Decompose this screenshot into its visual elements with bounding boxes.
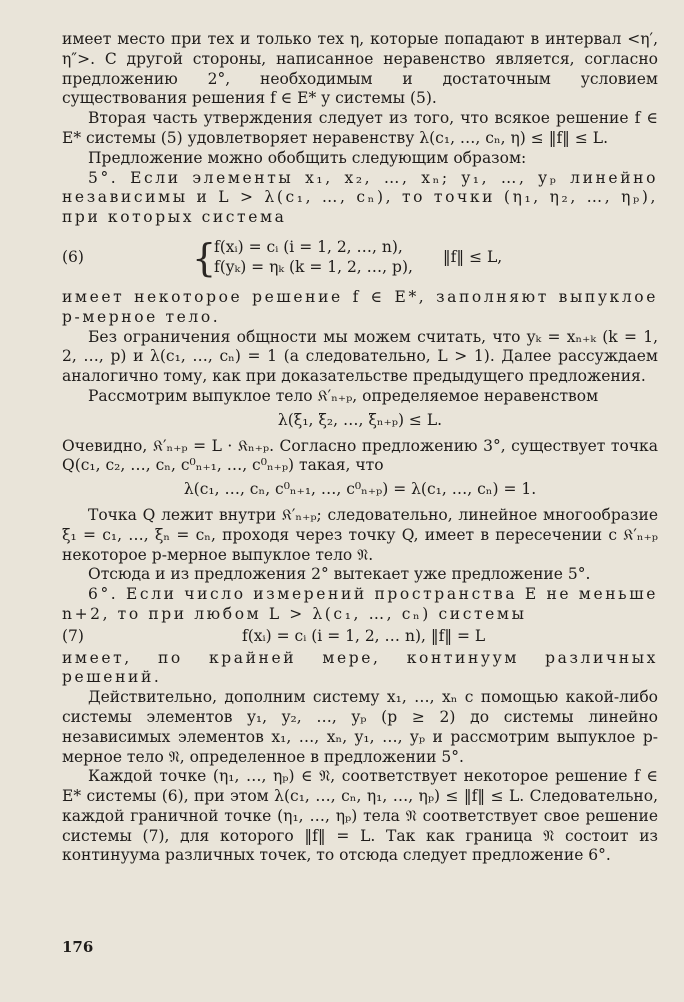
brace-symbol: { — [192, 235, 217, 280]
equation-line: f(yₖ) = ηₖ (k = 1, 2, …, p), — [214, 257, 413, 276]
paragraph-8: Очевидно, 𝔎′ₙ₊ₚ = L · 𝔎ₙ₊ₚ. Согласно предложению 3°, существует точка Q(c₁, c₂, …, cₙ, c⁰ₙ₊₁, …, c⁰ₙ₊ₚ) такая, что — [62, 436, 658, 475]
paragraph-3: Предложение можно обобщить следующим образом: — [88, 148, 527, 167]
equation-label: (7) — [62, 626, 84, 645]
equation-system-7 — [62, 627, 658, 647]
formula-lambda: λ(ξ₁, ξ₂, …, ξₙ₊ₚ) ≤ L. — [277, 410, 443, 429]
paragraph-7: Рассмотрим выпуклое тело 𝔎′ₙ₊ₚ, определяемое неравенством — [88, 386, 599, 405]
formula-q: λ(c₁, …, cₙ, c⁰ₙ₊₁, …, c⁰ₙ₊ₚ) = λ(c₁, …, cₙ) = 1. — [183, 480, 537, 499]
proposition-5-end: имеет некоторое решение f ∈ E*, заполняют выпуклое p-мерное тело. — [62, 287, 658, 326]
paragraph-13: Действительно, дополним систему x₁, …, xₙ с помощью какой-либо системы элементов y₁, y₂, …, yₚ (p ≥ 2) до системы линейно независимых элементов x₁, …, xₙ, y₁, …, yₚ и рассмотрим выпуклое p-мерное тело 𝔑, определенное в предложении 5°. — [62, 688, 658, 766]
equation-system-6 — [62, 232, 658, 284]
proposition-6: 6°. Если число измерений пространства E не меньше n+2, то при любом L > λ(c₁, …, cₙ) системы — [62, 585, 658, 623]
paragraph-6: Без ограничения общности мы можем считать, что yₖ = xₙ₊ₖ (k = 1, 2, …, p) и λ(c₁, …, cₙ) = 1 (а следовательно, L > 1). Далее рассуждаем аналогично тому, как при доказательстве предыдущего предложения. — [62, 327, 658, 386]
proposition-5: 5°. Если элементы x₁, x₂, …, xₙ; y₁, …, yₚ линейно независимы и L > λ(c₁, …, cₙ), то точки (η₁, η₂, …, ηₚ), при которых система — [62, 168, 658, 227]
equation-label: (6) — [62, 248, 84, 267]
equation-lines — [214, 238, 413, 278]
equation-line: f(xᵢ) = cᵢ (i = 1, 2, … n), ‖f‖ = L — [242, 626, 486, 645]
paragraph-1: имеет место при тех и только тех η, которые попадают в интервал <η′, η″>. С другой стороны, написанное неравенство является, согласно предложению 2°, необходимым и достаточным условием существования решения f ∈ E* у системы (5). — [62, 30, 658, 108]
paragraph-14: Каждой точке (η₁, …, ηₚ) ∈ 𝔑, соответствует некоторое решение f ∈ E* системы (6), при этом λ(c₁, …, cₙ, η₁, …, ηₚ) ≤ ‖f‖ ≤ L. Следовательно, каждой граничной точке (η₁, …, ηₚ) тела 𝔑 соответствует свое решение системы (7), для которого ‖f‖ = L. Так как граница 𝔑 состоит из континуума различных точек, то отсюда следует предложение 6°. — [62, 767, 658, 865]
equation-line: f(xᵢ) = cᵢ (i = 1, 2, …, n), — [214, 238, 403, 257]
paragraph-2: Вторая часть утверждения следует из того, что всякое решение f ∈ E* системы (5) удовлетворяет неравенству λ(c₁, …, cₙ, η) ≤ ‖f‖ ≤ L. — [62, 109, 658, 147]
equation-condition: ‖f‖ ≤ L, — [442, 248, 503, 267]
proposition-6-end: имеет, по крайней мере, континуум различных решений. — [62, 648, 658, 687]
paragraph-9: Точка Q лежит внутри 𝔎′ₙ₊ₚ; следовательно, линейное многообразие ξ₁ = c₁, …, ξₙ = cₙ, проходя через точку Q, имеет в пересечении с 𝔎′ₙ₊ₚ некоторое p-мерное выпуклое тело 𝔑. — [62, 505, 658, 564]
paragraph-10: Отсюда и из предложения 2° вытекает уже предложение 5°. — [88, 565, 591, 584]
page-number: 176 — [62, 938, 94, 956]
